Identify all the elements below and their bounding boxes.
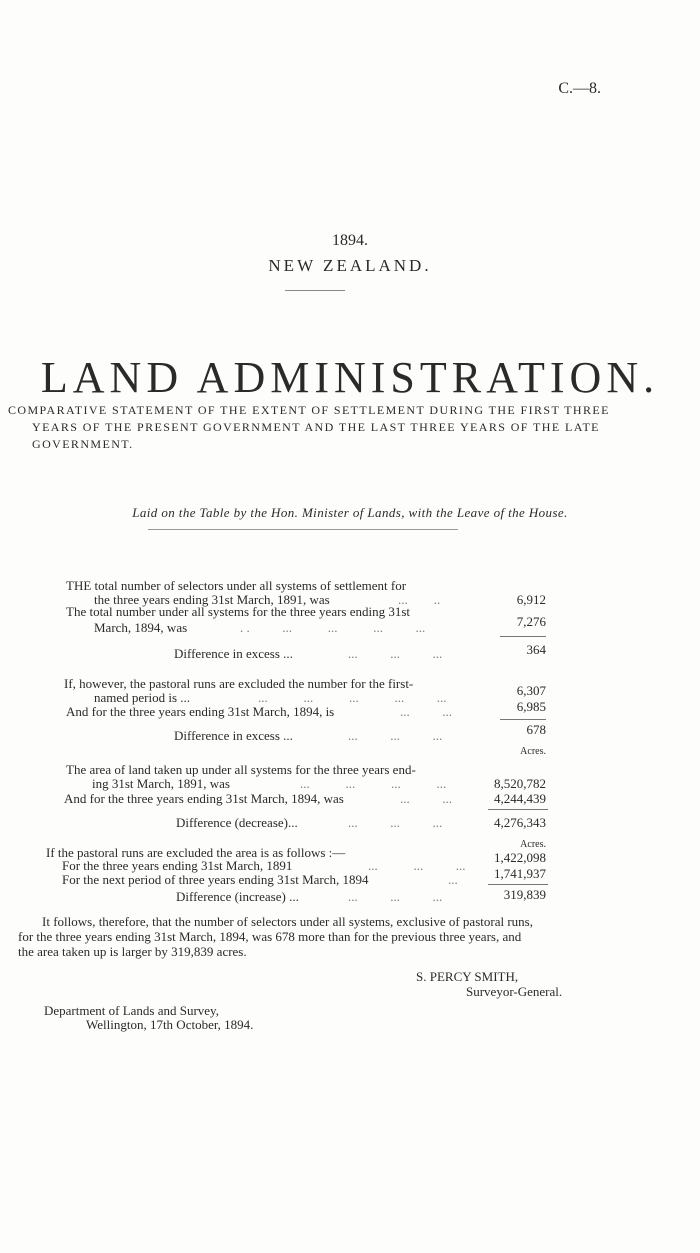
leader-dots: ... ...	[400, 791, 452, 806]
statement-line: For the three years ending 31st March, 1891	[62, 858, 293, 873]
sum-rule	[488, 809, 548, 810]
difference-value: 678	[526, 722, 546, 737]
statement-line: the three years ending 31st March, 1891, was	[94, 592, 330, 607]
units-label: Acres.	[520, 746, 546, 757]
country-heading: NEW ZEALAND.	[268, 256, 432, 275]
statement-value: 1,741,937	[494, 866, 546, 881]
difference-value: 364	[526, 642, 546, 657]
leader-dots: ... ..	[398, 592, 441, 607]
document-reference: C.—8.	[558, 80, 601, 97]
difference-label: Difference (decrease)...	[176, 815, 298, 830]
statement-line: If, however, the pastoral runs are excluded the number for the first-	[64, 676, 414, 691]
statement-line: And for the three years ending 31st March, 1894, is	[66, 704, 335, 719]
subtitle-rest: YEARS OF THE PRESENT GOVERNMENT AND THE LAST THREE YEARS OF THE LATE GOVERNMENT.	[32, 420, 600, 451]
sum-rule	[500, 636, 546, 637]
difference-value: 319,839	[503, 887, 546, 902]
conclusion-line: for the three years ending 31st March, 1894, was 678 more than for the previous three years, and	[18, 929, 522, 944]
statement-line: The area of land taken up under all systems for the three years end-	[66, 762, 416, 777]
signatory-name: S. PERCY SMITH,	[416, 969, 519, 984]
statement-value: 6,307	[516, 683, 546, 698]
leader-dots: ... ... ... ... ...	[258, 690, 447, 705]
difference-label: Difference in excess ...	[174, 728, 293, 743]
page-title: LAND ADMINISTRATION.	[40, 353, 660, 402]
divider	[148, 529, 458, 530]
statement-line: ing 31st March, 1891, was	[92, 776, 230, 791]
department-name: Department of Lands and Survey,	[44, 1003, 219, 1018]
statement-line: March, 1894, was	[94, 620, 188, 635]
subtitle-first-line: COMPARATIVE STATEMENT OF THE EXTENT OF SETTLEMENT DURING THE FIRST THREE	[8, 403, 610, 417]
leader-dots: ... ... ...	[348, 815, 443, 830]
leader-dots: ... ... ...	[348, 889, 443, 904]
difference-label: Difference in excess ...	[174, 646, 293, 661]
place-date: Wellington, 17th October, 1894.	[86, 1017, 254, 1032]
statement-value: 4,244,439	[494, 791, 546, 806]
signatory-title: Surveyor-General.	[466, 984, 563, 999]
leader-dots: ... ... ... ...	[300, 776, 447, 791]
statement-value: 7,276	[516, 614, 546, 629]
statement-value: 8,520,782	[494, 776, 546, 791]
sum-rule	[500, 719, 546, 720]
leader-dots: ...	[448, 872, 458, 887]
leader-dots: ... ... ...	[348, 646, 443, 661]
leader-dots: ... ...	[400, 704, 452, 719]
statement-line: The total number under all systems for the three years ending 31st	[66, 604, 411, 619]
document-year: 1894.	[332, 232, 368, 249]
units-label: Acres.	[520, 839, 546, 850]
document-subtitle	[8, 402, 680, 453]
leader-dots: ... ... ...	[348, 728, 443, 743]
difference-label: Difference (increase) ...	[176, 889, 299, 904]
divider	[285, 290, 345, 291]
statement-value: 1,422,098	[494, 850, 546, 865]
statement-line: named period is ...	[94, 690, 191, 705]
statement-line: If the pastoral runs are excluded the area is as follows :—	[46, 845, 346, 860]
conclusion-line: It follows, therefore, that the number of selectors under all systems, exclusive of pastoral runs,	[42, 914, 533, 929]
statement-line: For the next period of three years ending 31st March, 1894	[62, 872, 369, 887]
statement-line: And for the three years ending 31st March, 1894, was	[64, 791, 344, 806]
leader-dots: ... ... ...	[368, 858, 466, 873]
statement-value: 6,985	[516, 699, 546, 714]
laid-on-table-note: Laid on the Table by the Hon. Minister of Lands, with the Leave of the House.	[132, 505, 568, 520]
leader-dots: . . ... ... ... ...	[240, 620, 426, 635]
statement-value: 6,912	[516, 592, 546, 607]
conclusion-line: the area taken up is larger by 319,839 acres.	[18, 944, 247, 959]
statement-line: THE total number of selectors under all systems of settlement for	[66, 578, 407, 593]
difference-value: 4,276,343	[494, 815, 546, 830]
sum-rule	[488, 884, 548, 885]
